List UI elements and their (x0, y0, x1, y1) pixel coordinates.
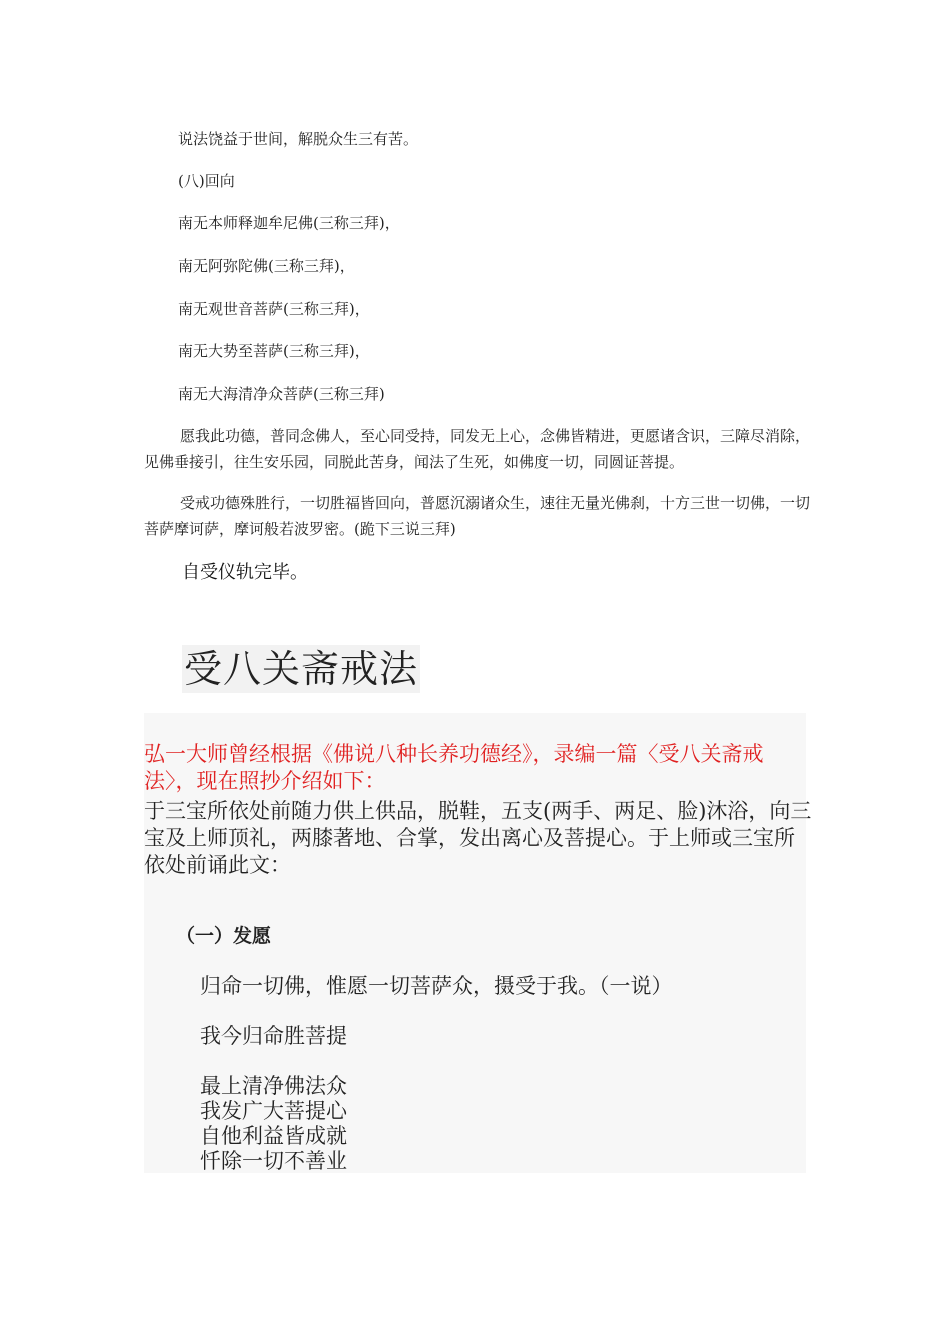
text-line-7: 南无大海清净众菩萨(三称三拜) (178, 385, 385, 403)
text-line-5: 南无观世音菩萨(三称三拜)， (178, 300, 370, 318)
verse-line-4: 我发广大菩提心 (200, 1099, 347, 1123)
verse-line-2: 我今归命胜菩提 (200, 1024, 347, 1048)
end-line: 自受仪轨完毕。 (182, 562, 308, 583)
text-line-2: (八)回向 (178, 172, 235, 190)
section-heading: （一）发愿 (176, 925, 272, 947)
text-line-1: 说法饶益于世间，解脱众生三有苦。 (178, 130, 419, 148)
text-line-4: 南无阿弥陀佛(三称三拜)， (178, 257, 355, 275)
red-intro-text: 弘一大师曾经根据《佛说八种长养功德经》，录编一篇〈受八关斋戒法〉，现在照抄介绍如下： (144, 742, 764, 793)
page-title: 受八关斋戒法 (184, 647, 419, 691)
precept-paragraph: 受戒功德殊胜行，一切胜福皆回向，普愿沉溺诸众生，速往无量光佛刹，十方三世一切佛，一切菩萨摩诃萨，摩诃般若波罗密。(跪下三说三拜) (144, 494, 811, 538)
verse-line-1: 归命一切佛，惟愿一切菩萨众，摄受于我。（一说） (200, 974, 673, 998)
body-paragraph: 于三宝所依处前随力供上供品，脱鞋，五支(两手、两足、脸)沐浴，向三宝及上师顶礼，两膝著地、合掌，发出离心及菩提心。于上师或三宝所依处前诵此文： (144, 799, 812, 877)
text-line-6: 南无大势至菩萨(三称三拜)， (178, 342, 370, 360)
text-line-3: 南无本师释迦牟尼佛(三称三拜)， (178, 214, 400, 232)
verse-line-5: 自他利益皆成就 (200, 1124, 347, 1148)
dedication-paragraph: 愿我此功德，普同念佛人，至心同受持，同发无上心，念佛皆精进，更愿诸含识，三障尽消除，见佛垂接引，往生安乐园，同脱此苦身，闻法了生死，如佛度一切，同圆证菩提。 (144, 427, 811, 471)
verse-line-3: 最上清净佛法众 (200, 1074, 347, 1098)
verse-line-6: 忏除一切不善业 (200, 1149, 347, 1173)
